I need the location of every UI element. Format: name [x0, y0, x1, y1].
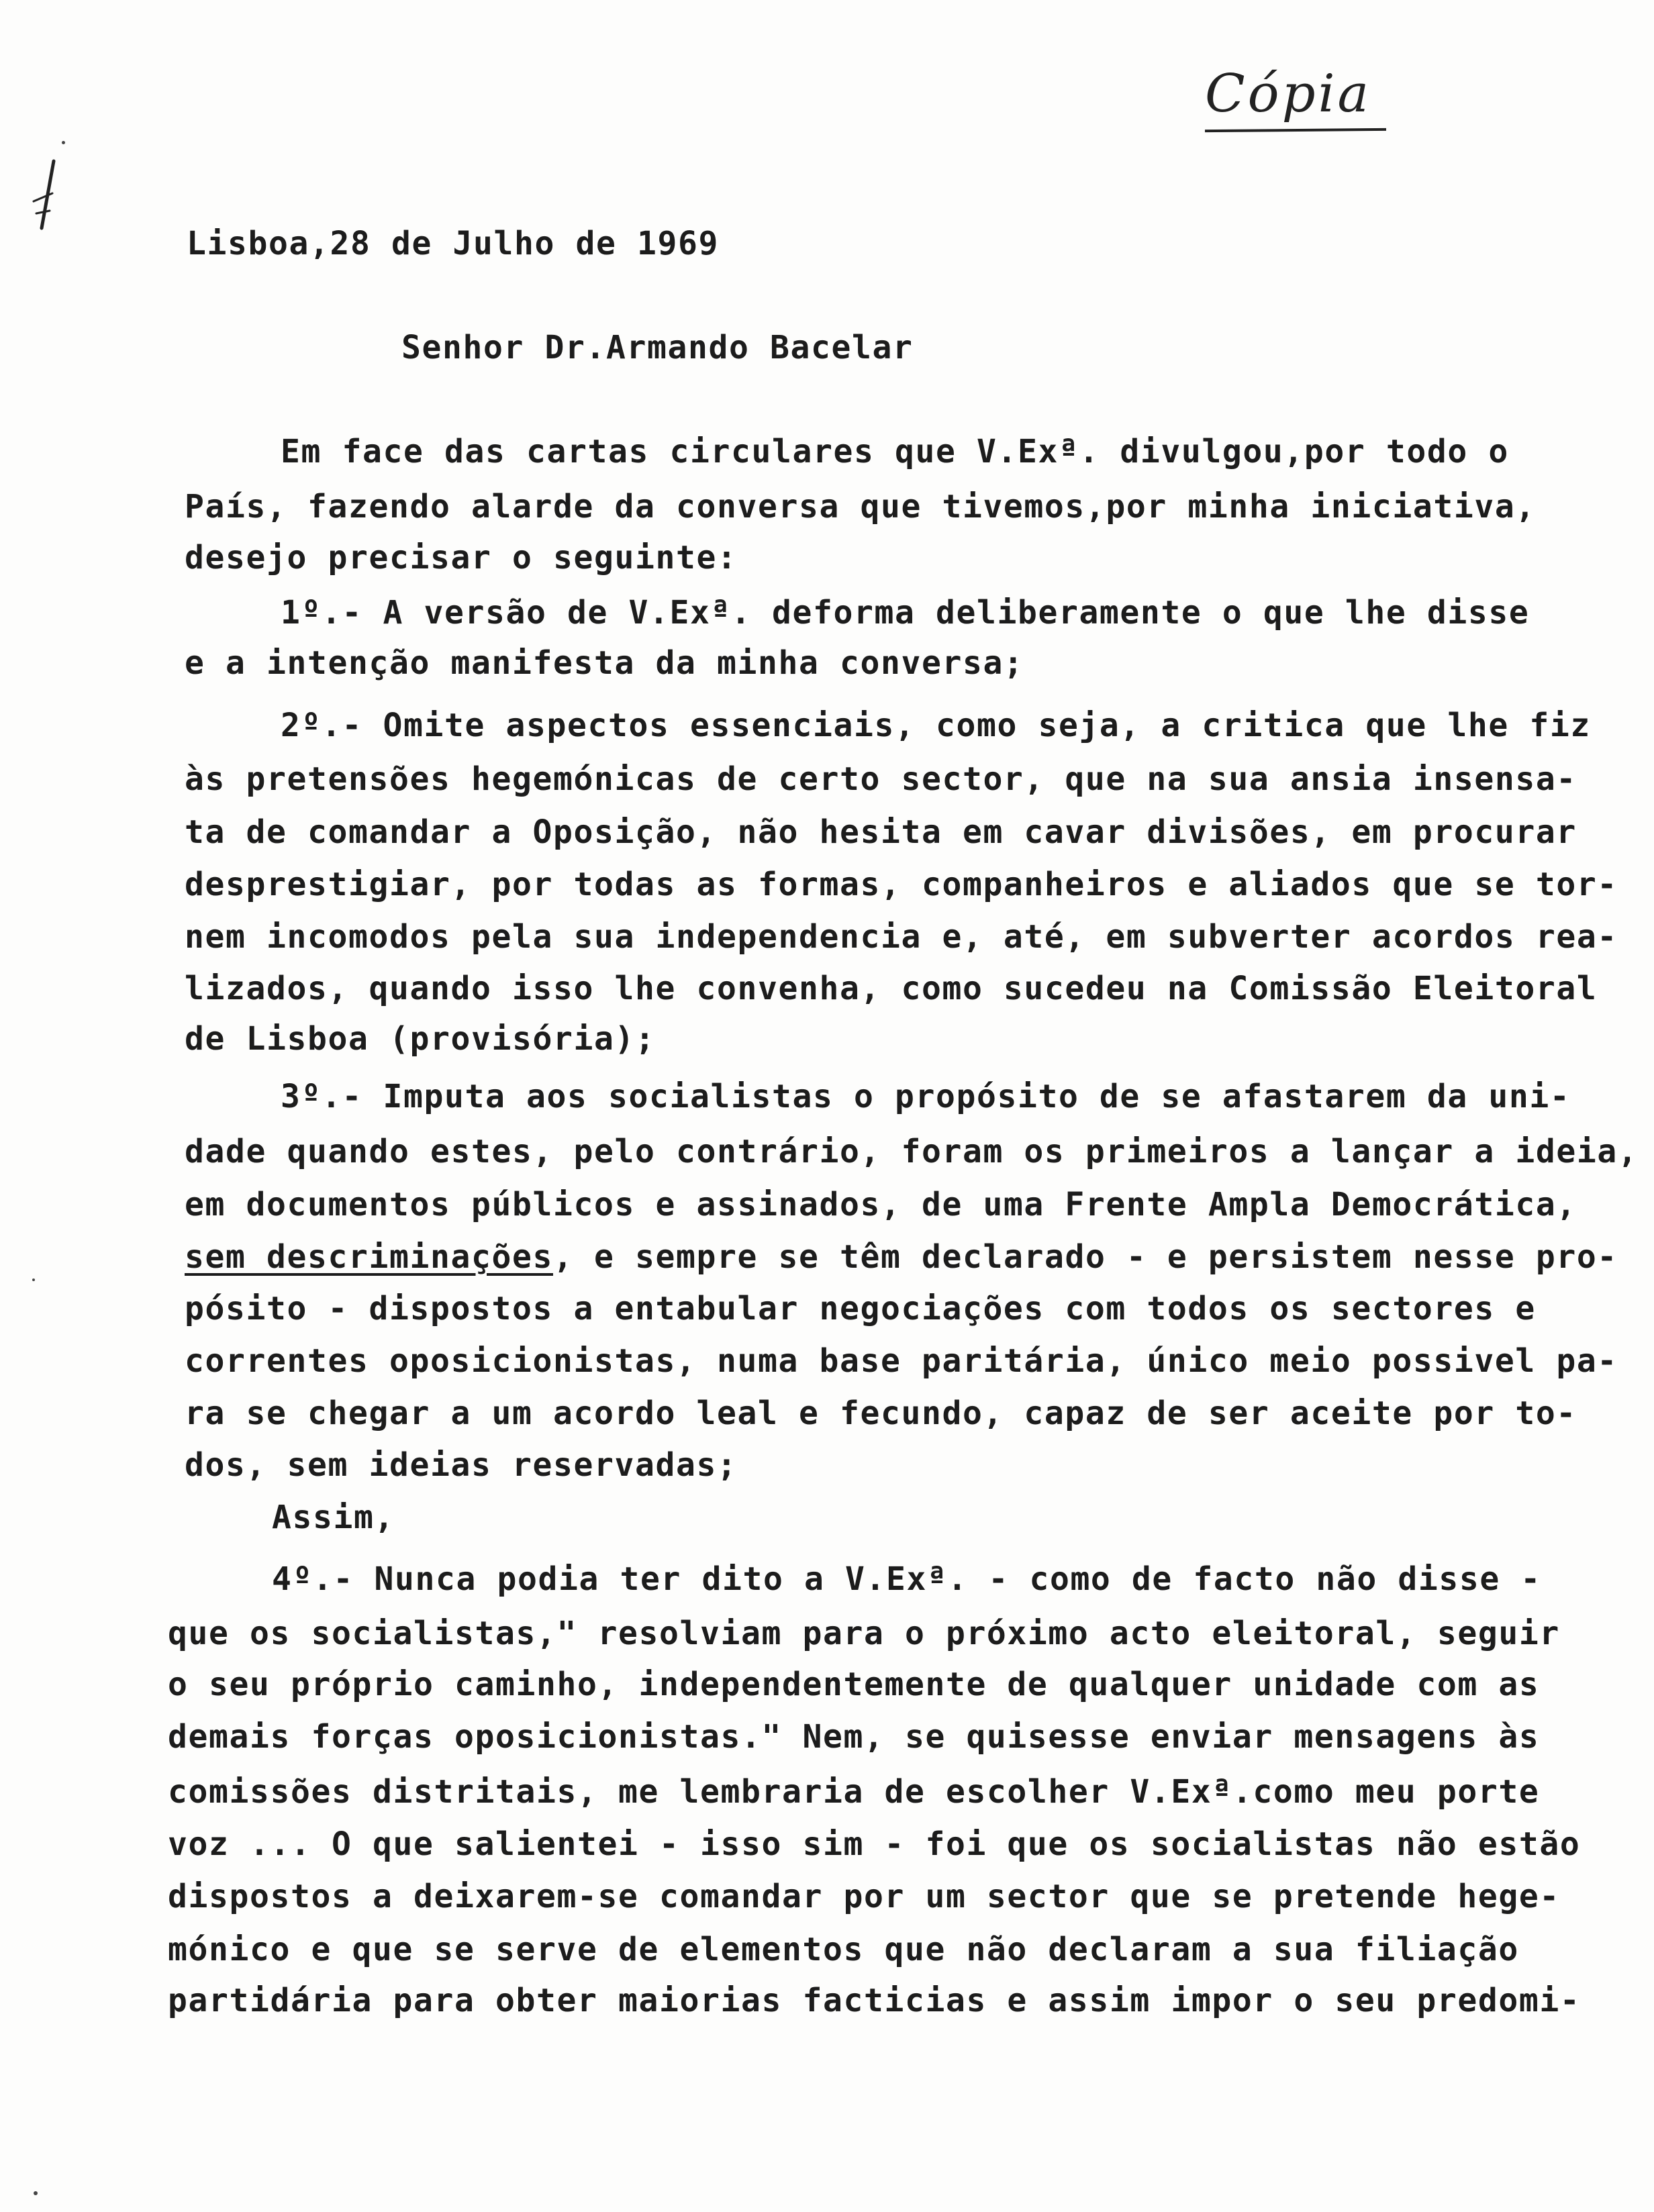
point-4-line: partidária para obter maiorias facticias e assim impor o seu predomi-: [168, 1982, 1581, 2019]
copy-stamp-underline: [1205, 128, 1386, 132]
point-4-line: mónico e que se serve de elementos que não declaram a sua filiação: [168, 1931, 1519, 1968]
point-3-line: pósito - dispostos a entabular negociações com todos os sectores e: [185, 1290, 1536, 1327]
margin-pen-mark: [27, 154, 67, 235]
point-4-line: demais forças oposicionistas." Nem, se quisesse enviar mensagens às: [168, 1718, 1540, 1756]
point-3-line: ra se chegar a um acordo leal e fecundo, capaz de ser aceite por to-: [185, 1395, 1577, 1432]
point-2-line: 2º.- Omite aspectos essenciais, como seja, a critica que lhe fiz: [281, 707, 1591, 744]
date-line: Lisboa,28 de Julho de 1969: [187, 225, 719, 262]
point-4-line: voz ... O que salientei - isso sim - foi que os socialistas não estão: [168, 1825, 1581, 1863]
point-4-line: dispostos a deixarem-se comandar por um sector que se pretende hege-: [168, 1878, 1560, 1915]
copy-stamp: Cópia: [1205, 64, 1372, 124]
point-2-line: lizados, quando isso lhe convenha, como sucedeu na Comissão Eleitoral: [185, 970, 1598, 1007]
point-2-line: desprestigiar, por todas as formas, companheiros e aliados que se tor-: [185, 866, 1618, 903]
scan-speck: [62, 141, 65, 144]
point-2-line: às pretensões hegemónicas de certo sector, que na sua ansia insensa-: [185, 760, 1577, 798]
point-4-line: comissões distritais, me lembraria de escolher V.Exª.como meu porte: [168, 1773, 1540, 1811]
salutation: Senhor Dr.Armando Bacelar: [401, 329, 914, 366]
scan-speck: [34, 2191, 38, 2195]
body-line: País, fazendo alarde da conversa que tivemos,por minha iniciativa,: [185, 488, 1536, 525]
point-3-line: dos, sem ideias reservadas;: [185, 1446, 738, 1484]
point-3-line-rest: , e sempre se têm declarado - e persistem nesse pro-: [552, 1238, 1618, 1276]
point-1-line: 1º.- A versão de V.Exª. deforma deliberamente o que lhe disse: [281, 594, 1530, 632]
point-4-line: o seu próprio caminho, independentemente de qualquer unidade com as: [168, 1666, 1540, 1703]
point-3-line: dade quando estes, pelo contrário, foram os primeiros a lançar a ideia,: [185, 1133, 1639, 1170]
point-4-line: que os socialistas," resolviam para o próximo acto eleitoral, seguir: [168, 1615, 1560, 1652]
assim-line: Assim,: [272, 1499, 395, 1536]
point-3-line: em documentos públicos e assinados, de uma Frente Ampla Democrática,: [185, 1186, 1577, 1223]
scan-speck: [32, 1278, 35, 1281]
point-2-line: de Lisboa (provisória);: [185, 1020, 656, 1058]
point-4-line: 4º.- Nunca podia ter dito a V.Exª. - como de facto não disse -: [272, 1560, 1541, 1598]
point-3-line: [185, 1238, 1618, 1276]
point-3-line: 3º.- Imputa aos socialistas o propósito de se afastarem da uni-: [281, 1078, 1571, 1115]
body-line: desejo precisar o seguinte:: [185, 539, 738, 576]
point-1-line: e a intenção manifesta da minha conversa;: [185, 644, 1024, 682]
underlined-phrase: sem descriminações: [185, 1238, 553, 1276]
point-2-line: nem incomodos pela sua independencia e, até, em subverter acordos rea-: [185, 918, 1618, 956]
point-3-line: correntes oposicionistas, numa base paritária, único meio possivel pa-: [185, 1342, 1618, 1380]
body-line: Em face das cartas circulares que V.Exª. divulgou,por todo o: [281, 433, 1509, 470]
point-2-line: ta de comandar a Oposição, não hesita em cavar divisões, em procurar: [185, 813, 1577, 851]
